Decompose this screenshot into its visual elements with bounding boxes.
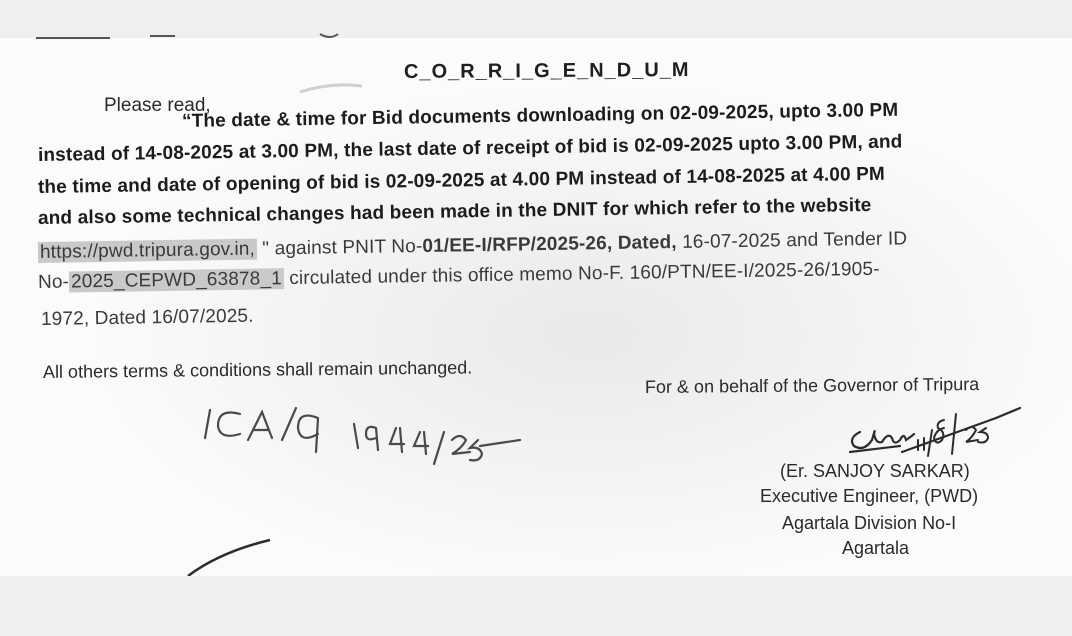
signatory-designation: Executive Engineer, (PWD): [760, 486, 979, 506]
paragraph-line-1: “The date & time for Bid documents downloading on 02-09-2025, upto 3.00 PM: [181, 99, 899, 132]
website-link[interactable]: https://pwd.tripura.gov.in,: [39, 238, 256, 263]
signatory-name: (Er. SANJOY SARKAR): [780, 461, 970, 481]
cut-off-memo-text: [36, 34, 338, 38]
tender-prefix: No-: [37, 271, 70, 293]
handwritten-note: [205, 408, 520, 464]
pnit-suffix: 16-07-2025 and Tender ID: [676, 228, 908, 253]
on-behalf-line: For & on behalf of the Governor of Tripura: [644, 374, 980, 397]
tender-id: 2025_CEPWD_63878_1: [70, 268, 283, 293]
paragraph-line-7: 1972, Dated 16/07/2025.: [40, 305, 254, 330]
paragraph-line-2: instead of 14-08-2025 at 3.00 PM, the last date of receipt of bid is 02-09-2025 upto 3.00 PM, and: [37, 131, 903, 166]
pnit-prefix: " against PNIT No-: [256, 235, 423, 260]
signatory-place: Agartala: [842, 538, 910, 558]
paragraph-line-4: and also some technical changes had been made in the DNIT for which refer to the website: [37, 194, 872, 229]
document-heading: C_O_R_R_I_G_E_N_D_U_M: [403, 59, 690, 83]
pen-stroke: [188, 540, 270, 576]
signature-date: [918, 414, 988, 456]
signatory-division: Agartala Division No-I: [782, 513, 957, 533]
memo-reference: circulated under this office memo No-F. 160/PTN/EE-I/2025-26/1905-: [283, 258, 880, 290]
unchanged-note: All others terms & conditions shall remain unchanged.: [42, 357, 473, 382]
paragraph-line-3: the time and date of opening of bid is 02-09-2025 at 4.00 PM instead of 14-08-2025 at 4.00 PM: [37, 163, 886, 198]
smudge-mark: [300, 85, 362, 92]
pnit-number: 01/EE-I/RFP/2025-26, Dated,: [422, 231, 677, 257]
signature-mark: [850, 408, 1020, 452]
bottom-margin: [0, 576, 1072, 636]
please-read-label: Please read,: [104, 95, 211, 116]
